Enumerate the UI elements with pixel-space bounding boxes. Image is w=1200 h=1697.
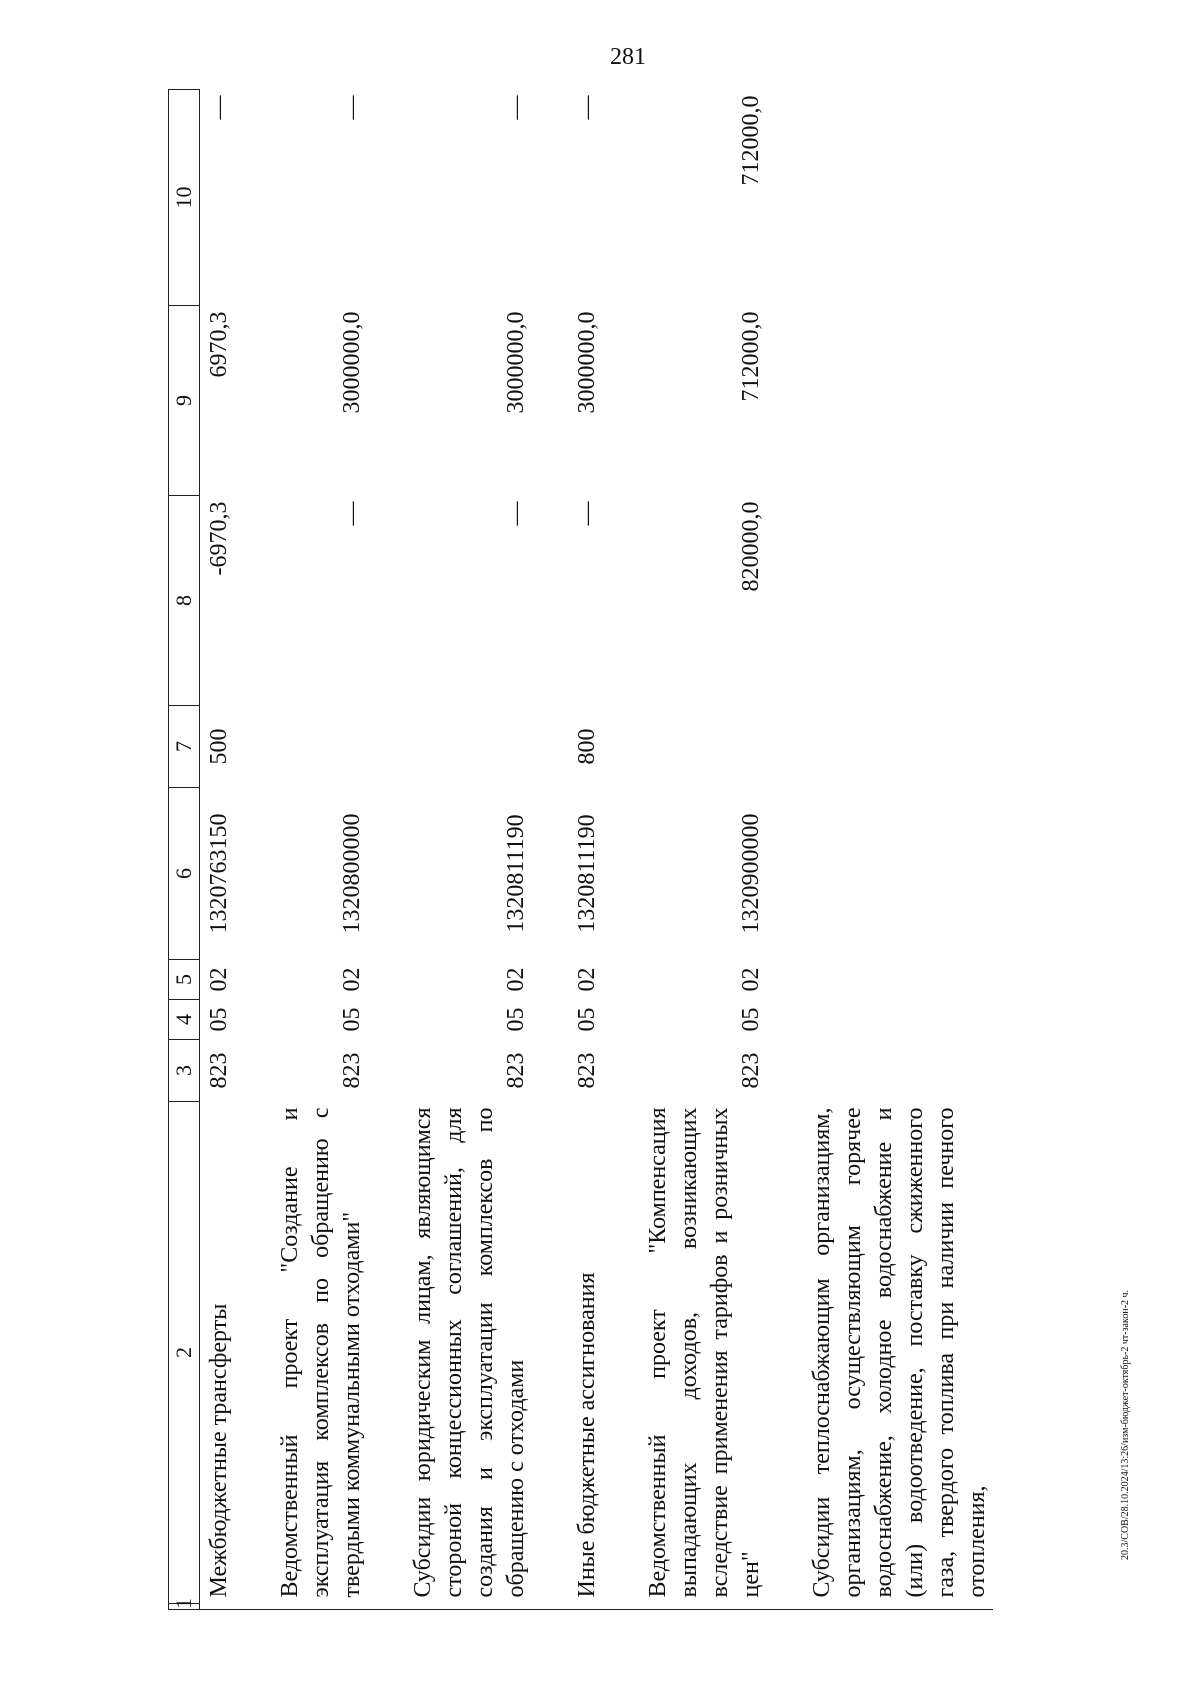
row-spacer (767, 90, 803, 1610)
cell-c3: 823 (503, 1052, 529, 1089)
cell-c3: 823 (339, 1052, 365, 1089)
cell-c10: — (206, 95, 232, 120)
table-row (803, 90, 993, 1610)
cell-c10: 712000,0 (738, 95, 764, 186)
cell-c3 (803, 1040, 993, 1102)
cell-c7: 800 (574, 728, 600, 765)
header-col-8: 8 (169, 496, 200, 706)
cell-c4: 05 (738, 1007, 764, 1032)
cell-c7: 500 (206, 728, 232, 765)
row-spacer (235, 90, 271, 1610)
row-name: Иные бюджетные ассигнования (574, 1272, 600, 1598)
header-col-5: 5 (169, 960, 200, 1000)
table-row (271, 90, 368, 1610)
document-footer: 20.3/СОВ/28.10.2024/13:26/изм-бюджет-октябрь-2 чт-закон-2 ч. (1120, 1289, 1131, 1560)
cell-c4 (803, 1000, 993, 1040)
cell-c5 (803, 960, 993, 1000)
cell-c7 (803, 706, 993, 788)
cell-c9 (803, 306, 993, 496)
row-name: Ведомственный проект "Компенсация выпадающих доходов, возникающих вследствие применения тарифов и розничных цен" (645, 1107, 764, 1598)
cell-c9: 3000000,0 (503, 311, 529, 414)
cell-c6: 1320800000 (339, 813, 365, 934)
header-row (169, 90, 200, 1610)
cell-c7 (404, 706, 532, 788)
cell-c7 (271, 706, 368, 788)
cell-c5: 02 (503, 967, 529, 992)
rotated-table-sheet (168, 90, 988, 1610)
row-name: Межбюджетные трансферты (206, 1303, 232, 1598)
row-name: Ведомственный проект "Создание и эксплуатация комплексов по обращению с твердыми коммунальными отходами" (277, 1107, 365, 1598)
cell-c8: — (339, 501, 365, 526)
header-col-4: 4 (169, 1000, 200, 1040)
header-col-10: 10 (169, 90, 200, 306)
row-spacer (532, 90, 568, 1610)
header-col-3: 3 (169, 1040, 200, 1102)
cell-c8: — (503, 501, 529, 526)
cell-c9: 3000000,0 (574, 311, 600, 414)
cell-c4: 05 (503, 1007, 529, 1032)
cell-c6: 1320811190 (503, 814, 529, 933)
cell-c5: 02 (339, 967, 365, 992)
cell-c3: 823 (738, 1052, 764, 1089)
cell-c10: — (339, 95, 365, 120)
header-col-7: 7 (169, 706, 200, 788)
cell-c4: 05 (339, 1007, 365, 1032)
cell-c3: 823 (206, 1052, 232, 1089)
cell-c5: 02 (206, 967, 232, 992)
cell-c9: 3000000,0 (339, 311, 365, 414)
table-row (404, 90, 532, 1610)
row-spacer (603, 90, 639, 1610)
row-name: Субсидии юридическим лицам, являющимся стороной концессионных соглашений, для создания и эксплуатации комплексов по обращению с отходами (410, 1107, 529, 1598)
cell-c4: 05 (206, 1007, 232, 1032)
header-col-6: 6 (169, 788, 200, 960)
header-col-1: 1 (169, 1604, 200, 1610)
table-row (200, 90, 236, 1610)
cell-c3: 823 (574, 1052, 600, 1089)
row-spacer (368, 90, 404, 1610)
cell-c5: 02 (574, 967, 600, 992)
cell-c8: 820000,0 (738, 501, 764, 592)
cell-c10: — (503, 95, 529, 120)
cell-c8: -6970,3 (206, 501, 232, 576)
cell-c6: 1320763150 (206, 813, 232, 934)
cell-c6: 1320900000 (738, 813, 764, 934)
cell-c4: 05 (574, 1007, 600, 1032)
cell-c10 (803, 90, 993, 306)
cell-c5: 02 (738, 967, 764, 992)
cell-c6 (803, 788, 993, 960)
table-row (568, 90, 603, 1610)
header-col-2: 2 (169, 1102, 200, 1604)
budget-table (168, 89, 993, 1610)
table-row (639, 90, 767, 1610)
cell-c7 (639, 706, 767, 788)
cell-c9: 712000,0 (738, 311, 764, 402)
page-number: 281 (610, 44, 646, 70)
cell-c8 (803, 496, 993, 706)
header-col-9: 9 (169, 306, 200, 496)
cell-c10: — (574, 95, 600, 120)
cell-c9: 6970,3 (206, 311, 232, 378)
row-name: Субсидии теплоснабжающим организациям, организациям, осуществляющим горячее водоснабжение, холодное водоснабжение и (или) водоотведение, поставку сжиженного газа, твердого топлива при наличии печного отопления, (809, 1107, 990, 1598)
cell-c8: — (574, 501, 600, 526)
cell-c6: 1320811190 (574, 814, 600, 933)
